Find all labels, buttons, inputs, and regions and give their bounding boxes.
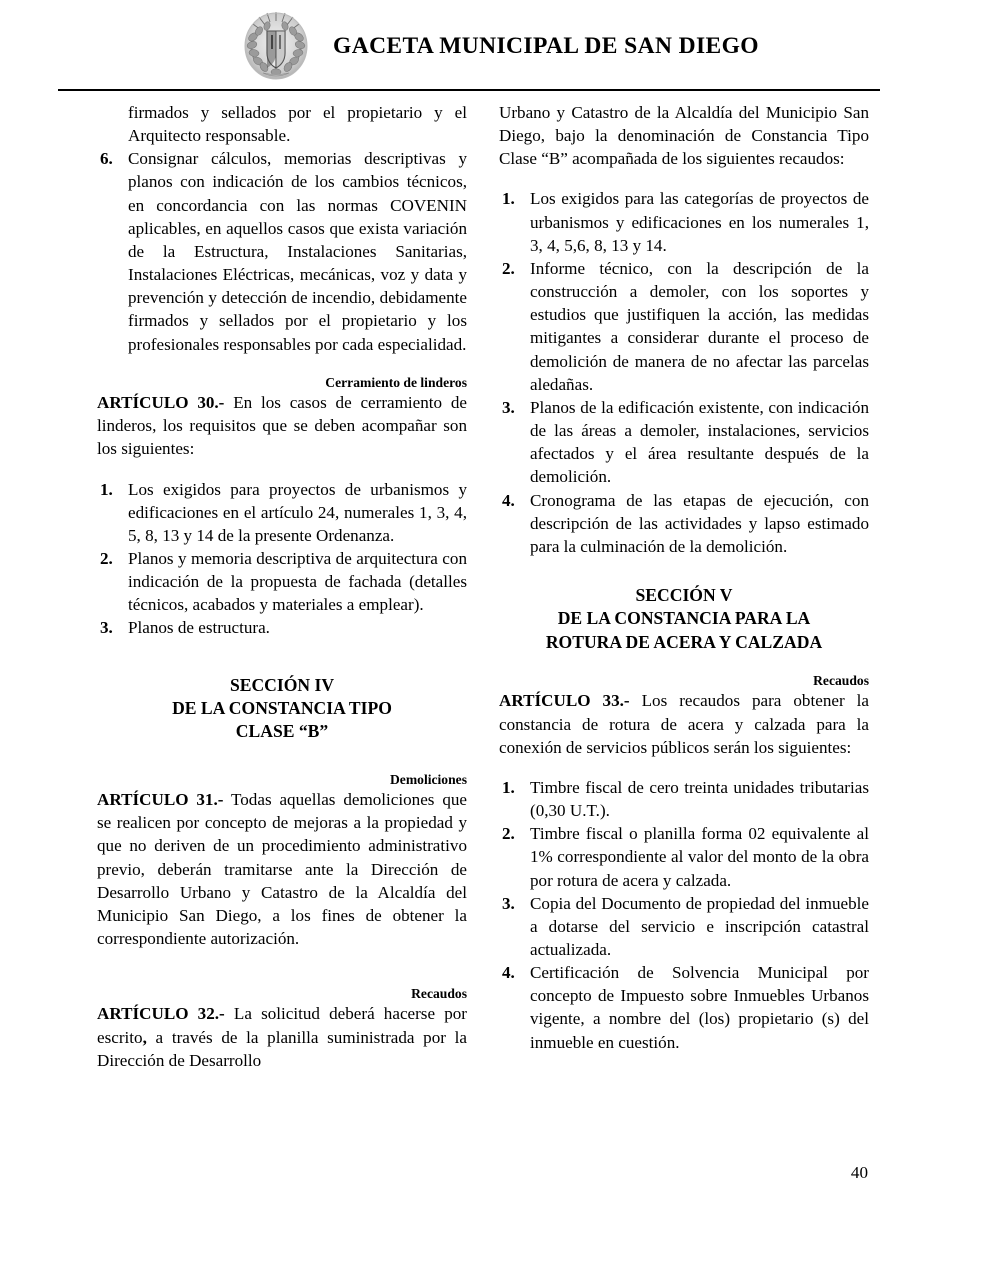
section-v-line-1: SECCIÓN V bbox=[635, 584, 733, 605]
margin-label-demoliciones: Demoliciones bbox=[389, 771, 467, 787]
list-item-number: 3. bbox=[502, 397, 515, 417]
list-item-number: 4. bbox=[502, 490, 515, 510]
list-cerramiento-requisitos bbox=[97, 478, 467, 640]
list-item-text: Consignar cálculos, memorias descriptivas y planos con indicación de los cambios técnicos, en concordancia con las normas COVENIN aplicables, en aquellos casos que exista variación de la Estructura, Instalaciones Sanitarias, Instalaciones Eléctricas, mecánicas, voz y data y prevención y detección de incendio, debidamente firmados y sellados por el propietario y los profesionales responsables por cada especialidad. bbox=[128, 149, 467, 354]
list-item-text: Cronograma de las etapas de ejecución, con descripción de las actividades y lapso estimado para la culminación de la demolición. bbox=[530, 490, 869, 556]
section-iv-line-3: CLASE “B” bbox=[235, 721, 329, 742]
list-item-text: Planos de estructura. bbox=[128, 618, 270, 638]
list-item-text: Certificación de Solvencia Municipal por concepto de Impuesto sobre Inmuebles Urbanos vigente, a nombre del (los) propietario (s) del inmueble en cuestión. bbox=[530, 963, 869, 1052]
article-32-text-part2: a través de la planilla suministrada por la Dirección de Desarrollo bbox=[97, 1027, 467, 1070]
section-iv-line-1: SECCIÓN IV bbox=[229, 674, 335, 695]
list-item-number: 6. bbox=[100, 149, 113, 169]
list-item-text: Timbre fiscal o planilla forma 02 equivalente al 1% correspondiente al valor del monto de la obra por rotura de acera y calzada. bbox=[530, 824, 869, 890]
list-item-text: Timbre fiscal de cero treinta unidades tributarias (0,30 U.T.). bbox=[530, 777, 869, 821]
section-v-line-3: ROTURA DE ACERA Y CALZADA bbox=[545, 631, 823, 652]
list-item-number: 1. bbox=[502, 777, 515, 797]
left-column bbox=[97, 101, 467, 1072]
list-item bbox=[499, 776, 869, 822]
section-iv-line-2: DE LA CONSTANCIA TIPO bbox=[172, 697, 392, 718]
list-item bbox=[499, 822, 869, 891]
list-item-number: 4. bbox=[502, 963, 515, 983]
page-masthead bbox=[0, 0, 990, 92]
list-item-text: Planos y memoria descriptiva de arquitectura con indicación de la propuesta de fachada (detalles técnicos, acabados y materiales a emplear). bbox=[128, 548, 467, 615]
list-item-number: 1. bbox=[100, 479, 113, 499]
article-30-text: En los casos de cerramiento de linderos, los requisitos que se deben acompañar son los siguientes: bbox=[97, 393, 467, 459]
list-item bbox=[97, 478, 467, 547]
article-31-label: ARTÍCULO 31.- bbox=[97, 790, 224, 810]
article-32-label: ARTÍCULO 32.- bbox=[97, 1004, 225, 1024]
article-30-label: ARTÍCULO 30.- bbox=[97, 393, 225, 413]
list-item bbox=[499, 489, 869, 558]
coat-of-arms-icon bbox=[241, 9, 311, 83]
header-divider-rule bbox=[58, 89, 880, 91]
article-33-text: Los recaudos para obtener la constancia de rotura de acera y calzada para la conexión de servicios públicos serán los siguientes: bbox=[499, 691, 869, 757]
page-number: 40 bbox=[850, 1163, 868, 1182]
continuation-paragraph: firmados y sellados por el propietario y el Arquitecto responsable. bbox=[128, 103, 467, 146]
list-numeral-six bbox=[97, 147, 467, 355]
list-item bbox=[499, 257, 869, 396]
article-32-text-part1: La solicitud deberá hacerse por escrito bbox=[97, 1004, 467, 1047]
article-31-paragraph bbox=[97, 788, 467, 950]
list-item-text: Informe técnico, con la descripción de la construcción a demoler, con los soportes y estudios que justifiquen la acción, las medidas mitigantes a considerar durante el proceso de demolición de manera de no afectar las parcelas aledañas. bbox=[530, 258, 869, 394]
list-item-number: 2. bbox=[502, 258, 515, 278]
gazette-title: GACETA MUNICIPAL DE SAN DIEGO bbox=[333, 32, 759, 59]
section-v-line-2: DE LA CONSTANCIA PARA LA bbox=[557, 608, 811, 629]
margin-label-recaudos-right: Recaudos bbox=[813, 673, 869, 689]
list-item-text: Planos de la edificación existente, con indicación de las áreas a demoler, instalaciones, servicios afectados y el área resultante después de la demolición. bbox=[530, 397, 869, 487]
list-item-text: Los exigidos para proyectos de urbanismos y edificaciones en el artículo 24, numerales 1, 3, 4, 5, 8, 13 y 14 de la presente Ordenanza. bbox=[128, 479, 467, 545]
list-item bbox=[499, 187, 869, 256]
list-item-number: 1. bbox=[502, 189, 515, 209]
list-item bbox=[97, 547, 467, 616]
article-32-paragraph bbox=[97, 1002, 467, 1071]
article-31-text: Todas aquellas demoliciones que se realicen por concepto de mejoras a la propiedad y que no deriven de un procedimiento administrativo previo, deberán tramitarse ante la Dirección de Desarrollo Urbano y Catastro de la Alcaldía del Municipio San Diego, a los fines de obtener la correspondiente autorización. bbox=[97, 790, 468, 949]
list-item bbox=[499, 396, 869, 489]
article-30-paragraph bbox=[97, 391, 467, 460]
list-item bbox=[97, 616, 467, 639]
margin-label-cerramiento: Cerramiento de linderos bbox=[325, 374, 467, 390]
list-item-number: 3. bbox=[502, 893, 515, 913]
continuation-paragraph: Urbano y Catastro de la Alcaldía del Municipio San Diego, bajo la denominación de Constancia Tipo Clase “B” acompañada de los siguientes recaudos: bbox=[499, 103, 869, 169]
list-item-number: 2. bbox=[502, 824, 515, 844]
article-33-label: ARTÍCULO 33.- bbox=[499, 691, 630, 711]
margin-label-recaudos-left: Recaudos bbox=[411, 986, 467, 1002]
article-33-paragraph bbox=[499, 689, 869, 758]
list-item-number: 3. bbox=[100, 618, 113, 638]
list-item-text: Los exigidos para las categorías de proyectos de urbanismos y edificaciones en los numerales 1, 3, 4, 5,6, 8, 13 y 14. bbox=[530, 189, 869, 255]
right-column bbox=[499, 101, 869, 1072]
list-item-number: 2. bbox=[100, 548, 113, 568]
section-iv-heading bbox=[97, 674, 467, 744]
article-32-bold-comma: , bbox=[142, 1027, 147, 1047]
list-item-text: Copia del Documento de propiedad del inmueble a dotarse del servicio e inscripción catastral actualizada. bbox=[530, 893, 869, 960]
document-body bbox=[0, 101, 990, 1072]
list-item bbox=[499, 961, 869, 1054]
list-rotura-recaudos bbox=[499, 776, 869, 1054]
section-v-heading bbox=[499, 584, 869, 654]
list-clase-b-recaudos bbox=[499, 187, 869, 558]
list-item bbox=[97, 147, 467, 355]
list-item bbox=[499, 892, 869, 961]
